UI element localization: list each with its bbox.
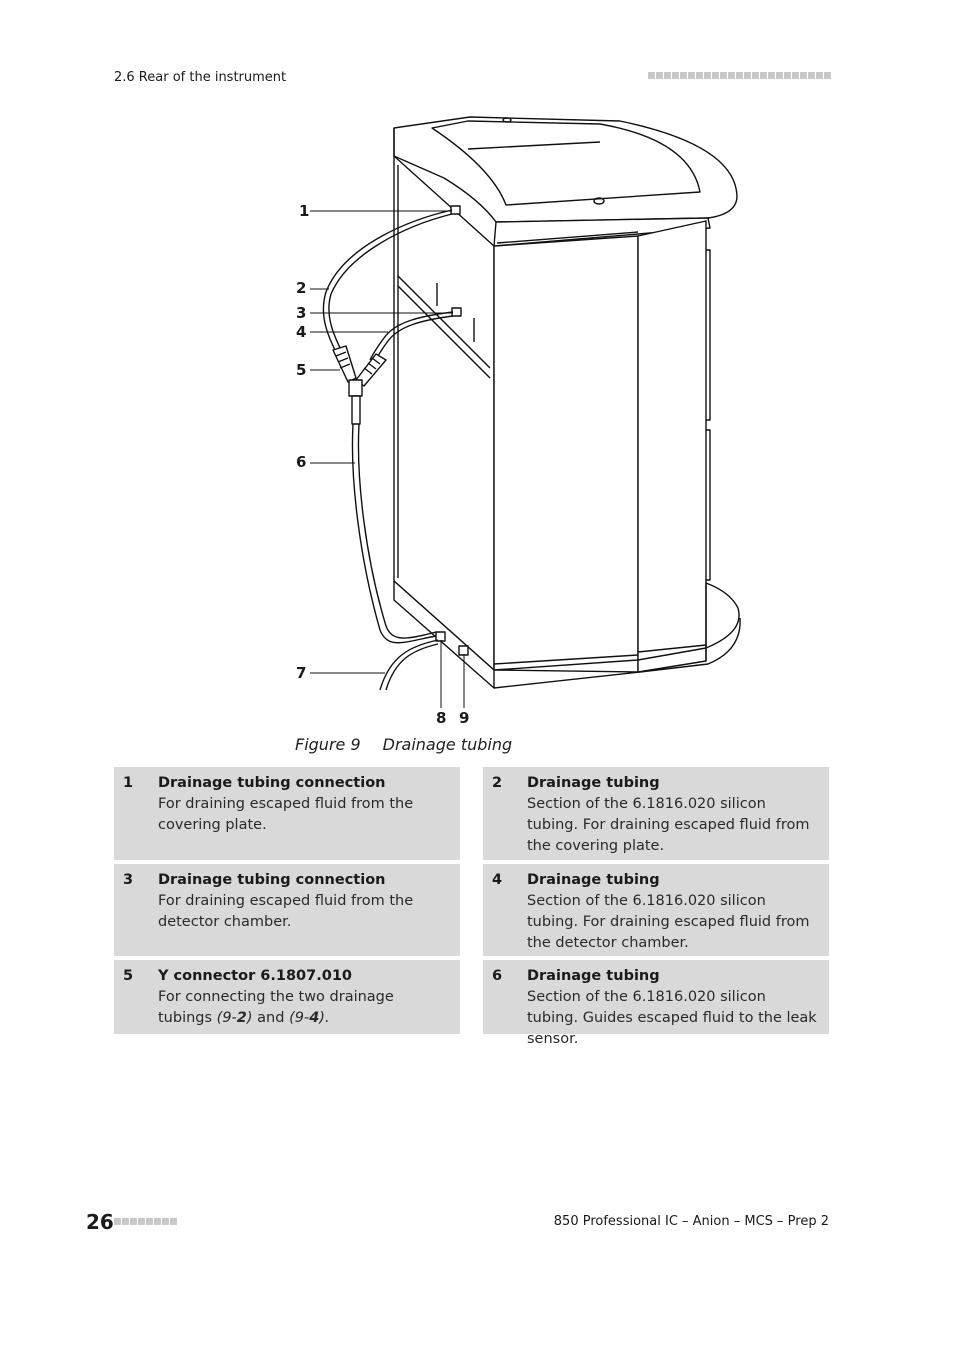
callout-9: 9 <box>459 709 470 727</box>
legend-description: For connecting the two drainage tubings (9-2) and (9-4). <box>158 989 394 1026</box>
cross-reference-4[interactable]: (9-4). <box>289 1010 330 1026</box>
callout-4: 4 <box>296 323 307 341</box>
drainage-tubing-illustration <box>280 108 750 733</box>
footer-decoration-dots <box>114 1218 177 1225</box>
legend-number: 3 <box>123 872 134 888</box>
cross-reference-2[interactable]: (9-2) <box>216 1010 253 1026</box>
callout-5: 5 <box>296 361 307 379</box>
figure-number: Figure 9 <box>295 735 361 754</box>
figure-title: Drainage tubing <box>382 735 513 754</box>
legend-number: 1 <box>123 775 134 791</box>
legend-item-5 <box>114 960 460 1034</box>
legend-description: Section of the 6.1816.020 silicon tubing. For draining escaped fluid from the covering plate. <box>527 796 810 854</box>
legend-item-2 <box>483 767 829 860</box>
legend-item-6 <box>483 960 829 1047</box>
legend-number: 4 <box>492 872 503 888</box>
page-number: 26 <box>86 1210 114 1234</box>
legend-title: Drainage tubing connection <box>158 775 386 791</box>
callout-2: 2 <box>296 279 307 297</box>
legend-title: Drainage tubing <box>527 968 660 984</box>
header-decoration-dots <box>648 72 831 79</box>
figure-caption <box>295 735 512 754</box>
legend-description: For draining escaped fluid from the covering plate. <box>158 796 414 833</box>
legend-title: Drainage tubing <box>527 775 660 791</box>
legend-description: Section of the 6.1816.020 silicon tubing. For draining escaped fluid from the detector chamber. <box>527 893 810 951</box>
legend-number: 6 <box>492 968 503 984</box>
callout-7: 7 <box>296 664 307 682</box>
instrument-drawing <box>280 108 750 733</box>
callout-3: 3 <box>296 304 307 322</box>
legend-item-3 <box>114 864 460 956</box>
legend-title: Y connector 6.1807.010 <box>158 968 353 984</box>
legend-number: 2 <box>492 775 503 791</box>
legend-title: Drainage tubing connection <box>158 872 386 888</box>
legend-title: Drainage tubing <box>527 872 660 888</box>
running-header-section: 2.6 Rear of the instrument <box>114 70 287 85</box>
legend-description: Section of the 6.1816.020 silicon tubing. Guides escaped fluid to the leak sensor. <box>527 989 817 1047</box>
legend-number: 5 <box>123 968 134 984</box>
callout-1: 1 <box>299 202 310 220</box>
callout-6: 6 <box>296 453 307 471</box>
legend-item-1 <box>114 767 460 860</box>
callout-8: 8 <box>436 709 447 727</box>
legend-description: For draining escaped fluid from the detector chamber. <box>158 893 414 930</box>
legend-item-4 <box>483 864 829 956</box>
footer-document-title: 850 Professional IC – Anion – MCS – Prep 2 <box>553 1214 829 1229</box>
